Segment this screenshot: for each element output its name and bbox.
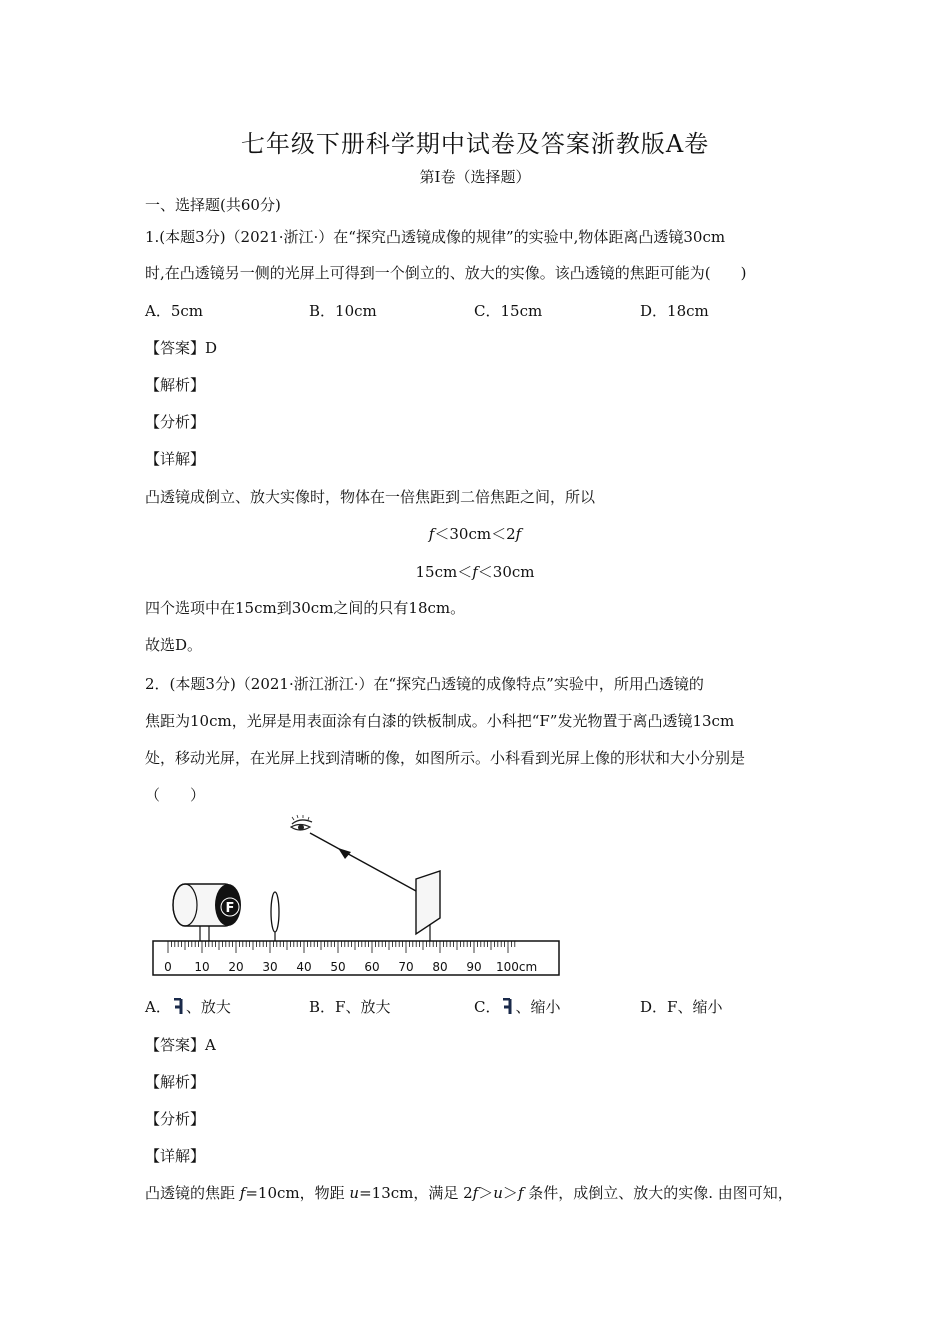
ruler-label: 30: [262, 960, 278, 974]
ruler-label: 90: [466, 960, 482, 974]
ray-arrowhead: [338, 848, 351, 859]
mirrored-F-icon: [500, 998, 514, 1015]
q2-jiexi-label: 【解析】: [145, 1073, 206, 1091]
q1-jiexi-label: 【解析】: [145, 376, 206, 394]
convex-lens: [271, 892, 279, 941]
q2-option-a: A． 、放大: [145, 998, 231, 1016]
q2-stem-line1: 2．(本题3分)（2021·浙江浙江·）在“探究凸透镜的成像特点”实验中，所用凸透镜的: [145, 675, 704, 693]
eye-icon: [291, 815, 312, 831]
q1-fenxi-label: 【分析】: [145, 413, 206, 431]
q1-choice: 故选D。: [145, 636, 203, 654]
q1-xiangjie-label: 【详解】: [145, 450, 206, 468]
ruler-label: 60: [364, 960, 380, 974]
ruler-label: 40: [296, 960, 312, 974]
q1-answer: 【答案】D: [145, 339, 218, 357]
q1-detail-line: 凸透镜成倒立、放大实像时，物体在一倍焦距到二倍焦距之间，所以: [145, 488, 596, 506]
math-var: f: [472, 563, 478, 581]
q1-stem-line1: 1.(本题3分)（2021·浙江·）在“探究凸透镜成像的规律”的实验中,物体距离凸透镜30cm: [145, 228, 726, 246]
q1-option-a: A．5cm: [145, 302, 204, 320]
mirrored-F-icon: [171, 998, 185, 1015]
q2-detail-line: 凸透镜的焦距 f=10cm，物距 u=13cm，满足 2f＞u＞f 条件，成倒立、放大的实像. 由图可知，: [145, 1184, 793, 1202]
q2-stem-line4: （ ）: [145, 786, 206, 804]
light-screen: [416, 871, 440, 941]
ruler-label: 20: [228, 960, 244, 974]
math-var: f: [515, 525, 522, 543]
q2-fenxi-label: 【分析】: [145, 1110, 206, 1128]
math-text: ＜30cm＜2: [434, 525, 516, 543]
section-heading: 一、选择题(共60分): [145, 196, 281, 214]
light-source: [173, 884, 241, 941]
optical-bench-figure: [150, 812, 565, 980]
q1-option-c: C．15cm: [474, 302, 543, 320]
q2-option-c: C． 、缩小: [474, 998, 561, 1016]
math-text: 15cm＜: [415, 563, 473, 581]
ruler: [153, 941, 559, 975]
q2-answer: 【答案】A: [145, 1036, 216, 1054]
q1-option-b: B．10cm: [309, 302, 377, 320]
ruler-label: 100cm: [496, 960, 538, 974]
ruler-label: 50: [330, 960, 346, 974]
q1-option-d: D．18cm: [640, 302, 709, 320]
math-text: ＜30cm: [477, 563, 535, 581]
ruler-label: 80: [432, 960, 448, 974]
q2-option-b: B．F、放大: [309, 998, 391, 1016]
math-var: f: [428, 525, 435, 543]
page-title: 七年级下册科学期中试卷及答案浙教版A卷: [240, 130, 710, 158]
volume-subtitle: 第Ⅰ卷（选择题）: [419, 168, 531, 186]
ruler-label: 70: [398, 960, 414, 974]
q1-inequality-2: [0, 561, 950, 582]
source-letter: F: [225, 901, 235, 916]
q2-xiangjie-label: 【详解】: [145, 1147, 206, 1165]
q1-inequality-1: [0, 523, 950, 544]
ruler-label: 10: [194, 960, 210, 974]
q2-stem-line2: 焦距为10cm，光屏是用表面涂有白漆的铁板制成。小科把“F”发光物置于离凸透镜13cm: [145, 712, 735, 730]
q1-conclusion: 四个选项中在15cm到30cm之间的只有18cm。: [145, 599, 466, 617]
ruler-label: 0: [164, 960, 172, 974]
light-ray: [310, 833, 416, 891]
q1-stem-line2: 时,在凸透镜另一侧的光屏上可得到一个倒立的、放大的实像。该凸透镜的焦距可能为( ): [145, 264, 747, 282]
q2-option-d: D．F、缩小: [640, 998, 723, 1016]
q2-stem-line3: 处，移动光屏，在光屏上找到清晰的像，如图所示。小科看到光屏上像的形状和大小分别是: [145, 749, 746, 767]
